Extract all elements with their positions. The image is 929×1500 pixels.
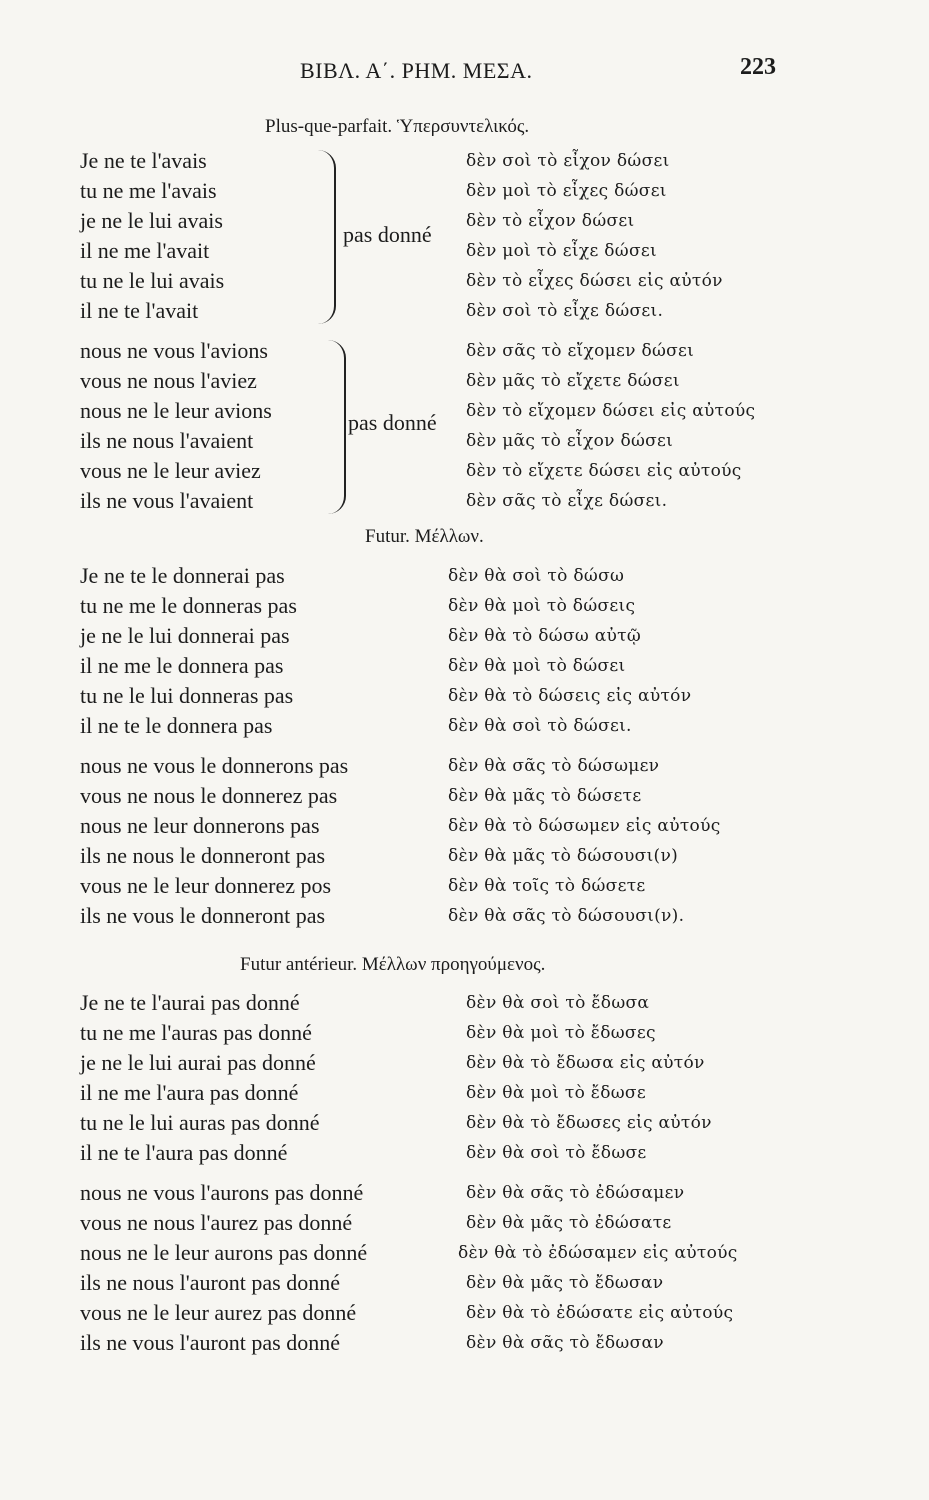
greek-line: δὲν θὰ μοὶ τὸ ἔδωσε [466,1083,646,1103]
greek-line: δὲν μοὶ τὸ εἶχε δώσει [466,241,657,261]
french-line: nous ne vous l'avions [80,338,268,363]
greek-line: δὲν μᾶς τὸ εἴχετε δώσει [466,371,680,391]
greek-line: δὲν θὰ τὸ δώσω αὐτῷ [448,626,642,646]
french-line: il ne te l'avait [80,298,199,323]
french-line: il ne me l'aura pas donné [80,1080,299,1105]
greek-line: δὲν θὰ μοὶ τὸ δώσει [448,656,626,676]
french-line: ils ne vous le donneront pas [80,903,326,928]
french-line: vous ne le leur aurez pas donné [80,1300,357,1325]
greek-line: δὲν θὰ τὸ δώσεις εἰς αὐτόν [448,686,692,706]
greek-line: δὲν θὰ τὸ ἔδωσα εἰς αὐτόν [466,1053,705,1073]
greek-line: δὲν θὰ σᾶς τὸ ἔδωσαν [466,1333,664,1353]
greek-line: δὲν θὰ τὸ ἐδώσατε εἰς αὐτούς [466,1303,734,1323]
french-line: il ne me l'avait [80,238,210,263]
french-line: je ne le lui aurai pas donné [80,1050,316,1075]
greek-line: δὲν μᾶς τὸ εἶχον δώσει [466,431,674,451]
french-line: tu ne le lui auras pas donné [80,1110,320,1135]
section-heading-futur: Futur. Μέλλων. [365,526,484,547]
french-line: je ne le lui donnerai pas [80,623,290,648]
greek-line: δὲν θὰ σοὶ τὸ δώσω [448,566,625,586]
greek-line: δὲν μοὶ τὸ εἶχες δώσει [466,181,667,201]
french-line: il ne te le donnera pas [80,713,273,738]
french-line: nous ne leur donnerons pas [80,813,320,838]
french-line: Je ne te le donnerai pas [80,563,285,588]
brace-label: pas donné [348,410,437,435]
greek-line: δὲν θὰ μοὶ τὸ ἔδωσες [466,1023,656,1043]
greek-line: δὲν θὰ σᾶς τὸ δώσουσι(ν). [448,906,685,926]
greek-line: δὲν σᾶς τὸ εἶχε δώσει. [466,491,668,511]
page-header [0,54,929,94]
french-line: ils ne nous l'auront pas donné [80,1270,340,1295]
greek-line: δὲν θὰ σᾶς τὸ δώσωμεν [448,756,660,776]
french-line: tu ne me le donneras pas [80,593,297,618]
greek-line: δὲν τὸ εἴχετε δώσει εἰς αὐτούς [466,461,742,481]
greek-line: δὲν θὰ σᾶς τὸ ἐδώσαμεν [466,1183,685,1203]
french-line: ils ne nous l'avaient [80,428,254,453]
section-heading-futur-anterieur: Futur antérieur. Μέλλων προηγούμενος. [240,954,546,975]
french-line: il ne me le donnera pas [80,653,284,678]
grouping-brace [318,150,336,324]
greek-line: δὲν θὰ μᾶς τὸ δώσετε [448,786,642,806]
french-line: ils ne vous l'avaient [80,488,254,513]
section-heading-plus-que-parfait: Plus-que-parfait. Ὑπερσυντελικός. [265,116,530,137]
greek-line: δὲν θὰ τὸ ἐδώσαμεν εἰς αὐτούς [458,1243,738,1263]
greek-line: δὲν θὰ τὸ ἔδωσες εἰς αὐτόν [466,1113,712,1133]
french-line: vous ne le leur aviez [80,458,261,483]
greek-line: δὲν θὰ σοὶ τὸ ἔδωσε [466,1143,647,1163]
greek-line: δὲν σᾶς τὸ εἴχομεν δώσει [466,341,695,361]
greek-line: δὲν σοὶ τὸ εἶχον δώσει [466,151,670,171]
greek-line: δὲν σοὶ τὸ εἶχε δώσει. [466,301,664,321]
greek-line: δὲν θὰ σοὶ τὸ ἔδωσα [466,993,650,1013]
greek-line: δὲν τὸ εἶχες δώσει εἰς αὐτόν [466,271,723,291]
french-line: nous ne vous l'aurons pas donné [80,1180,364,1205]
french-line: vous ne nous le donnerez pas [80,783,338,808]
french-line: vous ne nous l'aurez pas donné [80,1210,353,1235]
french-line: vous ne le leur donnerez pos [80,873,332,898]
grouping-brace [328,340,346,514]
page-number: 223 [740,54,776,80]
greek-line: δὲν θὰ τὸ δώσωμεν εἰς αὐτούς [448,816,721,836]
french-line: tu ne me l'auras pas donné [80,1020,312,1045]
french-line: il ne te l'aura pas donné [80,1140,288,1165]
french-line: Je ne te l'avais [80,148,207,173]
french-line: tu ne le lui donneras pas [80,683,294,708]
brace-label: pas donné [343,222,432,247]
greek-line: δὲν τὸ εἶχον δώσει [466,211,635,231]
french-line: nous ne le leur aurons pas donné [80,1240,368,1265]
french-line: nous ne le leur avions [80,398,272,423]
greek-line: δὲν θὰ μᾶς τὸ δώσουσι(ν) [448,846,679,866]
greek-line: δὲν θὰ σοὶ τὸ δώσει. [448,716,632,736]
french-line: nous ne vous le donnerons pas [80,753,349,778]
french-line: je ne le lui avais [80,208,223,233]
french-line: ils ne vous l'auront pas donné [80,1330,340,1355]
greek-line: δὲν θὰ μᾶς τὸ ἐδώσατε [466,1213,672,1233]
running-title: ΒΙΒΛ. Α΄. ΡΗΜ. ΜΕΣΑ. [300,58,533,83]
french-line: tu ne me l'avais [80,178,217,203]
greek-line: δὲν θὰ μᾶς τὸ ἔδωσαν [466,1273,664,1293]
french-line: ils ne nous le donneront pas [80,843,326,868]
french-line: vous ne nous l'aviez [80,368,257,393]
greek-line: δὲν τὸ εἴχομεν δώσει εἰς αὐτούς [466,401,756,421]
french-line: tu ne le lui avais [80,268,225,293]
greek-line: δὲν θὰ τοῖς τὸ δώσετε [448,876,646,896]
french-line: Je ne te l'aurai pas donné [80,990,300,1015]
greek-line: δὲν θὰ μοὶ τὸ δώσεις [448,596,636,616]
